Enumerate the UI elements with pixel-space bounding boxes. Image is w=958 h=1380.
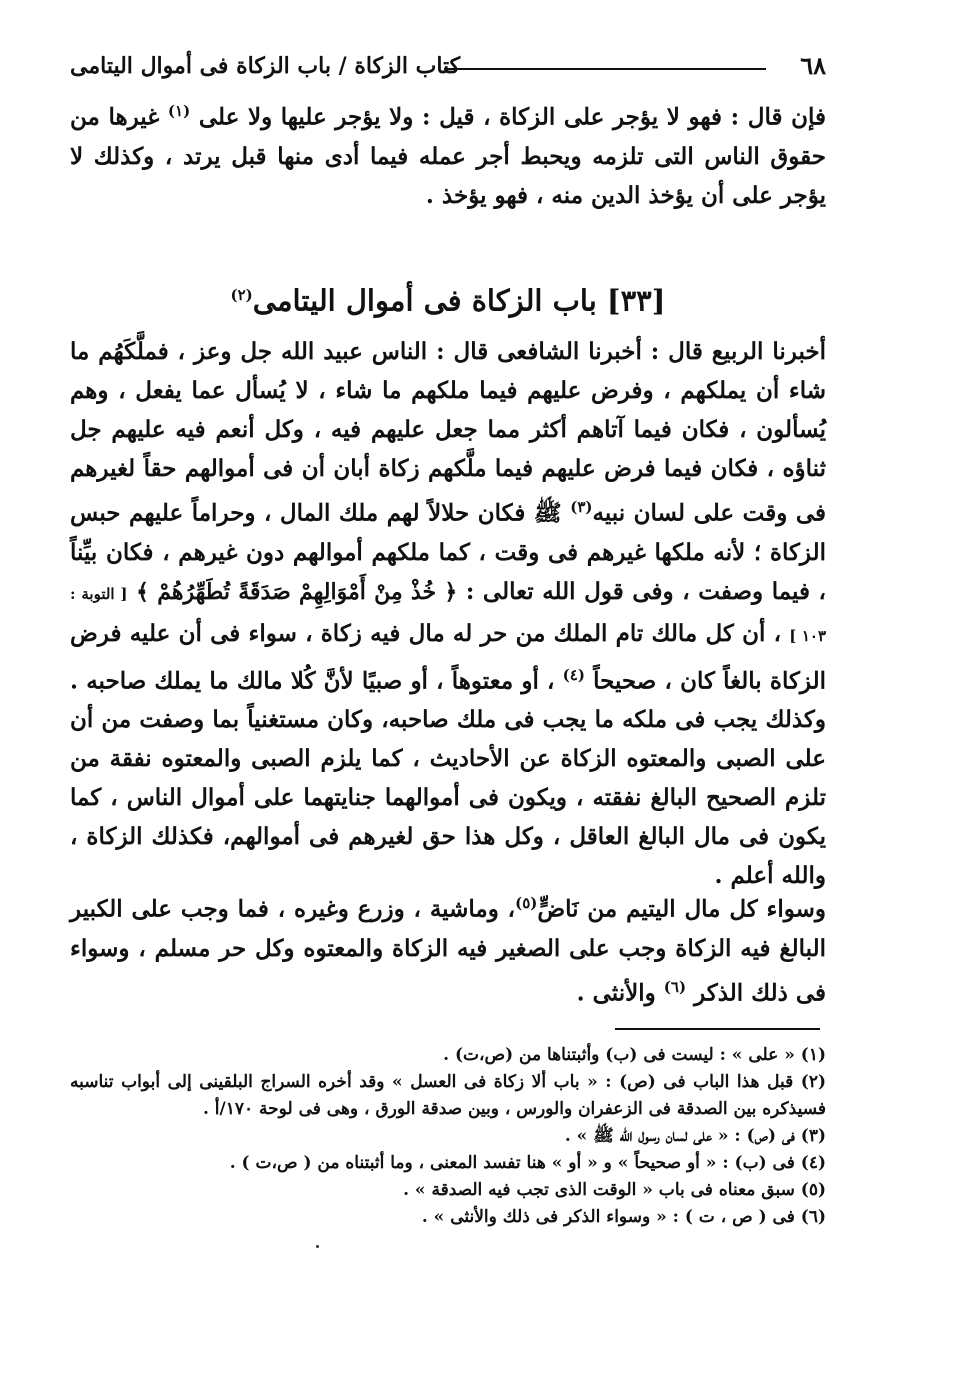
footnote-1: (١) « على » : ليست فى (ب) وأثبتناها من (ص،ت) . [443, 1045, 826, 1065]
intro-text-a: فإن قال : فهو لا يؤجر على الزكاة ، قيل : ولا يؤجر عليها ولا على [198, 103, 826, 131]
intro-paragraph [70, 92, 826, 215]
third-paragraph [70, 884, 826, 1012]
footnote-ref-1[interactable]: (١) [167, 102, 191, 120]
running-title: كتاب الزكاة / باب الزكاة فى أموال اليتامى [70, 53, 461, 79]
main-text-d: ، أو معتوهاً ، أو صبيًا لأنَّ كُلا مالك ما يملك صاحبه . وكذلك يجب فى ملكه ما يجب فى ملك صاحبه، وكان مستغنياً بما وصفت من أن على الصبى والمعتوه الزكاة عن الأحاديث ، كما يلزم الصبى والمعتوه نفقة من تلزم الصحيح البالغ نفقته ، ويكون فى أموالهما جنايتهما على أموال الناس ، كما يكون فى مال البالغ العاقل ، وكل هذا حق لغيرهم فى أموالهم، فكذلك الزكاة ، والله أعلم . [70, 667, 826, 890]
footnote-3: (٣) فى (ص) : « على لسان رسول الله ﷺ » . [564, 1126, 826, 1146]
footnote-4: (٤) فى (ب) : « أو صحيحاً » و « أو » هنا تفسد المعنى ، وما أثبتناه من ( ص،ت ) . [229, 1153, 826, 1173]
section-title [70, 270, 826, 326]
footnote-ref-6[interactable]: (٦) [663, 977, 687, 996]
footnote-ref-5[interactable]: (٥) [515, 894, 538, 912]
running-header [70, 46, 826, 86]
intro-text-b: غيرها من حقوق الناس التى تلزمه ويحبط أجر عمله فيما أدى منها قبل يرتد ، وكذلك لا يؤجر على أن يؤخذ الدين منه ، فهو يؤخذ . [70, 103, 826, 209]
main-text-a: أخبرنا الربيع قال : أخبرنا الشافعى قال : الناس عبيد الله جل وعز ، فملَّكَهُم ما شاء أن يملكهم ، وفرض عليهم فيما ملكهم ما شاء ، لا يُسأل عما يفعل ، وهم يُسألون ، فكان فيما آتاهم أكثر مما جعل عليهم فيه ، وكل أنعم فيه عليهم جل ثناؤه ، فكان فيما فرض عليهم فيما ملَّكهم زكاة أبان أن فى أموالهم حقاً لغيرهم فى وقت على لسان نبيه [70, 338, 826, 527]
footnote-ref-2[interactable]: (٢) [230, 286, 253, 304]
footnote-2: (٢) قبل هذا الباب فى (ص) : « باب ألا زكاة فى العسل » وقد أخره السراج البلقينى إلى أبواب تناسبه فسيذكره بين الصدقة فى الزعفران والورس ، وبين صدقة الورق ، وهى فى لوحة ١٧٠/أ . [70, 1072, 826, 1119]
section-title-text: [٣٣] باب الزكاة فى أموال اليتامى [252, 283, 666, 318]
footnote-separator [615, 1028, 820, 1030]
quran-reference: [ التوبة : ١٠٣ ] [70, 584, 826, 645]
footnote-ref-4[interactable]: (٤) [562, 665, 585, 684]
third-text-b: ، وماشية ، وزرع وغيره ، فما وجب على الكبير البالغ فيه الزكاة وجب على الصغير فيه الزكاة والمعتوه وكل حر مسلم ، وسواء فى ذلك الذكر [70, 895, 826, 1007]
page-number: ٦٨ [800, 51, 826, 80]
footnote-6: (٦) فى ( ص ، ت ) : « وسواء الذكر فى ذلك والأنثى » . [421, 1207, 826, 1227]
main-paragraph [70, 332, 826, 895]
scan-speck [316, 1245, 319, 1248]
third-text-c: والأنثى . [576, 979, 656, 1007]
main-text-c: ، أن كل مالك تام الملك من حر له مال فيه زكاة ، سواء فى أن عليه فرض الزكاة بالغاً كان ، صحيحاً [70, 619, 826, 695]
main-text-b: ﷺ فكان حلالاً لهم ملك المال ، وحراماً عليهم حبس الزكاة ؛ لأنه ملكها غيرهم فى وقت ، كما ملكهم أموالهم دون غيرهم ، فكان بيِّناً ، فيما وصفت ، وفى قول الله تعالى : [70, 499, 826, 605]
footnote-5: (٥) سبق معناه فى باب « الوقت الذى تجب فيه الصدقة » . [403, 1180, 826, 1200]
footnote-ref-3[interactable]: (٣) [570, 498, 593, 516]
footnotes-list [70, 1042, 826, 1231]
header-rule [444, 68, 766, 70]
third-text-a: وسواء كل مال اليتيم من نَاضٍّ [537, 895, 827, 923]
quran-verse: ﴿ خُذْ مِنْ أَمْوَالِهِمْ صَدَقَةً تُطَهِّرُهُمْ ﴾ [136, 578, 458, 605]
